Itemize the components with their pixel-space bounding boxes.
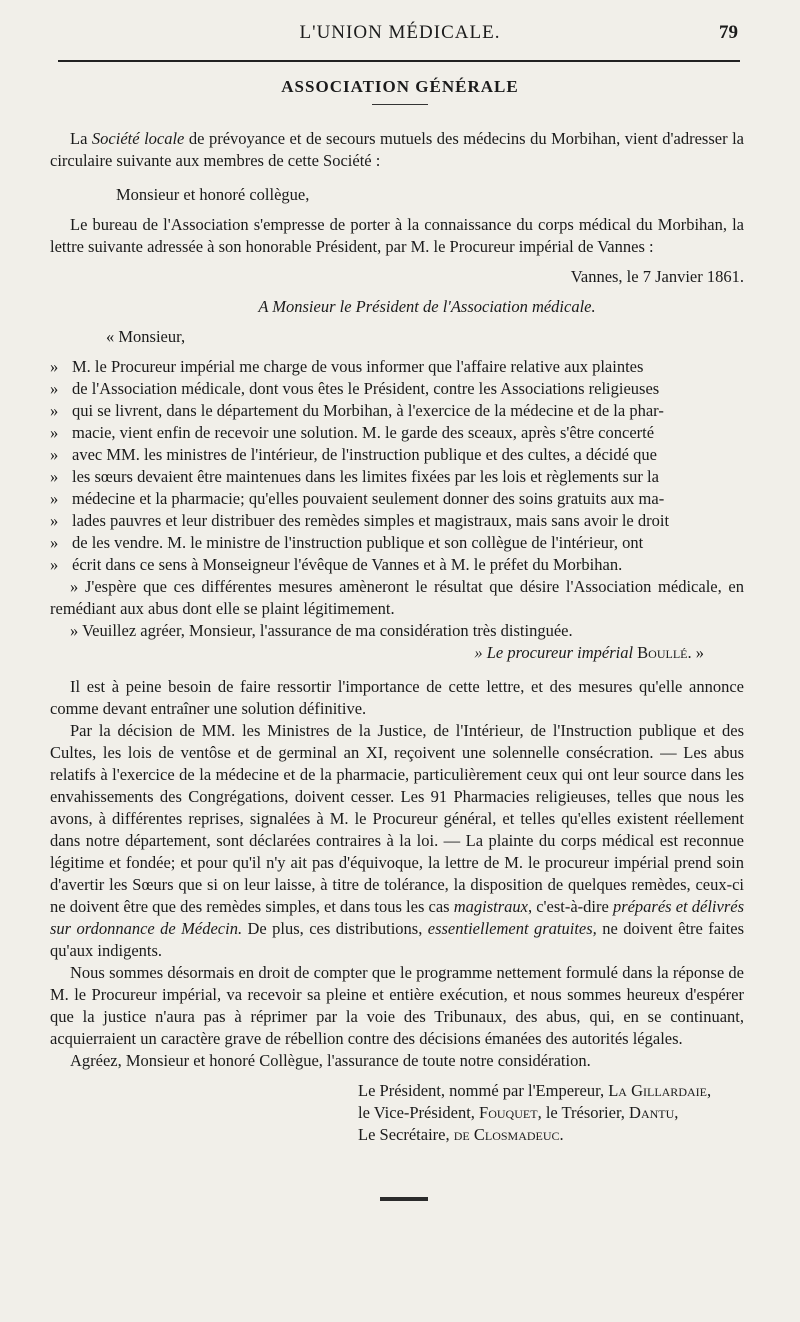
salutation: Monsieur et honoré collègue,: [116, 185, 310, 204]
journal-title: L'UNION MÉDICALE.: [299, 22, 501, 43]
letter-regards: » Veuillez agréer, Monsieur, l'assurance de ma considération très distinguée.: [70, 621, 573, 640]
letter-line: » qui se livrent, dans le département du Morbihan, à l'exercice de la médecine et de la phar-: [50, 401, 664, 420]
running-head: [0, 20, 800, 50]
letter-line: » écrit dans ce sens à Monseigneur l'évêque de Vannes et à M. le préfet du Morbihan.: [50, 555, 623, 574]
end-ornament: [380, 1197, 428, 1201]
closing-secretary: Le Secrétaire, de Closmadeuc.: [358, 1125, 564, 1144]
page-number: 79: [719, 22, 738, 43]
paragraph-regards: Agréez, Monsieur et honoré Collègue, l'assurance de toute notre considération.: [70, 1051, 591, 1070]
letter-line: » médecine et la pharmacie; qu'elles pouvaient seulement donner des soins gratuits aux ma-: [50, 489, 665, 508]
letter-line: » de l'Association médicale, dont vous êtes le Président, contre les Associations religieuses: [50, 379, 660, 398]
letter-signature: » Le procureur impérial Boullé. »: [474, 643, 704, 662]
letter-line: » avec MM. les ministres de l'intérieur, de l'instruction publique et des cultes, a décidé que: [50, 445, 657, 464]
section-title: ASSOCIATION GÉNÉRALE: [281, 77, 519, 96]
letter-line: » macie, vient enfin de recevoir une solution. M. le garde des sceaux, après s'être concerté: [50, 423, 655, 442]
letter-line: » lades pauvres et leur distribuer des remèdes simples et magistraux, mais sans avoir le droit: [50, 511, 670, 530]
letter-line: » M. le Procureur impérial me charge de vous informer que l'affaire relative aux plaintes: [50, 357, 644, 376]
paragraph-expectation: Nous sommes désormais en droit de compter que le programme nettement formulé dans la réponse de M. le Procureur impérial, va recevoir sa pleine et entière exécution, et nous sommes heureux d'espérer que la justice n'aura pas à réprimer par la voie des Tribunaux, des abus, qui, en se continuant, acquierraient un caractère grave de rébellion contre des décisions émanées des autorités légales.: [50, 963, 744, 1048]
closing-officers: le Vice-Président, Fouquet, le Trésorier, Dantu,: [358, 1103, 679, 1122]
letter-line: » de les vendre. M. le ministre de l'instruction publique et son collègue de l'intérieur, ont: [50, 533, 644, 552]
bureau-paragraph: Le bureau de l'Association s'empresse de porter à la connaissance du corps médical du Morbihan, la lettre suivante adressée à son honorable Président, par M. le Procureur impérial de Vannes :: [50, 215, 744, 256]
letter-body: [50, 356, 744, 576]
closing-signatures: [358, 1080, 744, 1146]
letter-hope: » J'espère que ces différentes mesures amèneront le résultat que désire l'Association médicale, en remédiant aux abus dont elle se plaint légitimement.: [50, 577, 744, 618]
paragraph-decision: Par la décision de MM. les Ministres de la Justice, de l'Intérieur, de l'Instruction publique et des Cultes, les lois de ventôse et de germinal an XI, reçoivent une solennelle consécration. — Les abus relatifs à l'exercice de la médecine et de la pharmacie, particulièrement ceux qui ont leur source dans les envahissements des Congrégations, doivent cesser. Les 91 Pharmacies religieuses, telles que nous les avons, à différentes reprises, signalées à M. le Procureur général, et telles qu'elles existent réellement dans notre département, sont déclarées contraires à la loi. — La plainte du corps médical est reconnue légitime et fondée; et pour qu'il n'y ait pas d'équivoque, la lettre de M. le procureur impérial prend soin d'avertir les Sœurs que si on leur laisse, à titre de tolérance, la disposition de quelques remèdes, ceux-ci ne doivent être que des remèdes simples, et dans tous les cas magistraux, c'est-à-dire préparés et délivrés sur ordonnance de Médecin. De plus, ces distributions, essentiellement gratuites, ne doivent être faites qu'aux indigents.: [50, 721, 744, 960]
closing-president: Le Président, nommé par l'Empereur, La Gillardaie,: [358, 1081, 712, 1100]
letter-greeting: « Monsieur,: [106, 327, 186, 346]
intro-paragraph: La Société locale de prévoyance et de secours mutuels des médecins du Morbihan, vient d'adresser la circulaire suivante aux membres de cette Société :: [50, 129, 744, 170]
letter-address: A Monsieur le Président de l'Association médicale.: [258, 297, 596, 316]
article-body: [50, 128, 744, 1146]
paragraph-importance: Il est à peine besoin de faire ressortir l'importance de cette lettre, et des mesures qu'elle annonce comme devant entraîner une solution définitive.: [50, 677, 744, 718]
title-rule: [372, 104, 428, 105]
header-rule: [58, 60, 740, 62]
letter-date: Vannes, le 7 Janvier 1861.: [570, 267, 744, 286]
letter-line: » les sœurs devaient être maintenues dans les limites fixées par les lois et règlements sur la: [50, 467, 659, 486]
